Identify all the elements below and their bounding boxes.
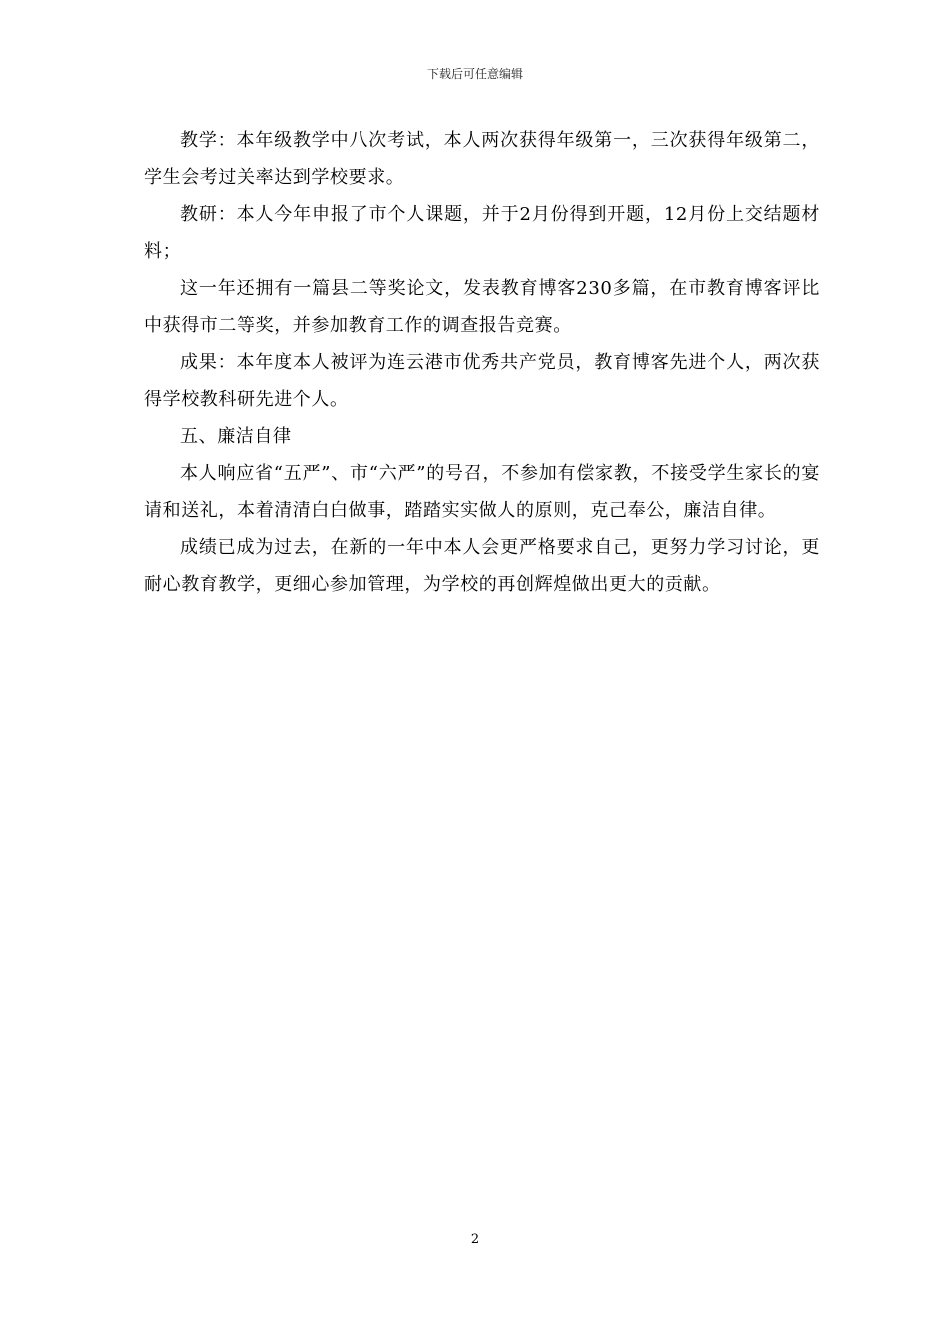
section-heading-integrity: 五、廉洁自律 [180,426,292,447]
paragraph-conclusion: 成绩已成为过去，在新的一年中本人会更严格要求自己，更努力学习讨论，更耐心教育教学，更细心参加管理，为学校的再创辉煌做出更大的贡献。 [144,537,820,595]
document-body [144,122,820,603]
page-header-note: 下载后可任意编辑 [426,67,523,81]
paragraph-integrity: 本人响应省“五严”、市“六严”的号召，不参加有偿家教，不接受学生家长的宴请和送礼，本着清清白白做事，踏踏实实做人的原则，克己奉公，廉洁自律。 [144,463,820,521]
paragraph-achievements: 成果：本年度本人被评为连云港市优秀共产党员，教育博客先进个人，两次获得学校教科研先进个人。 [144,352,820,410]
page-number: 2 [470,1232,480,1247]
paragraph-publications: 这一年还拥有一篇县二等奖论文，发表教育博客230多篇，在市教育博客评比中获得市二等奖，并参加教育工作的调查报告竞赛。 [144,278,820,336]
paragraph-research: 教研：本人今年申报了市个人课题，并于2月份得到开题，12月份上交结题材料； [144,204,820,262]
paragraph-teaching: 教学：本年级教学中八次考试，本人两次获得年级第一，三次获得年级第二，学生会考过关率达到学校要求。 [144,130,820,188]
